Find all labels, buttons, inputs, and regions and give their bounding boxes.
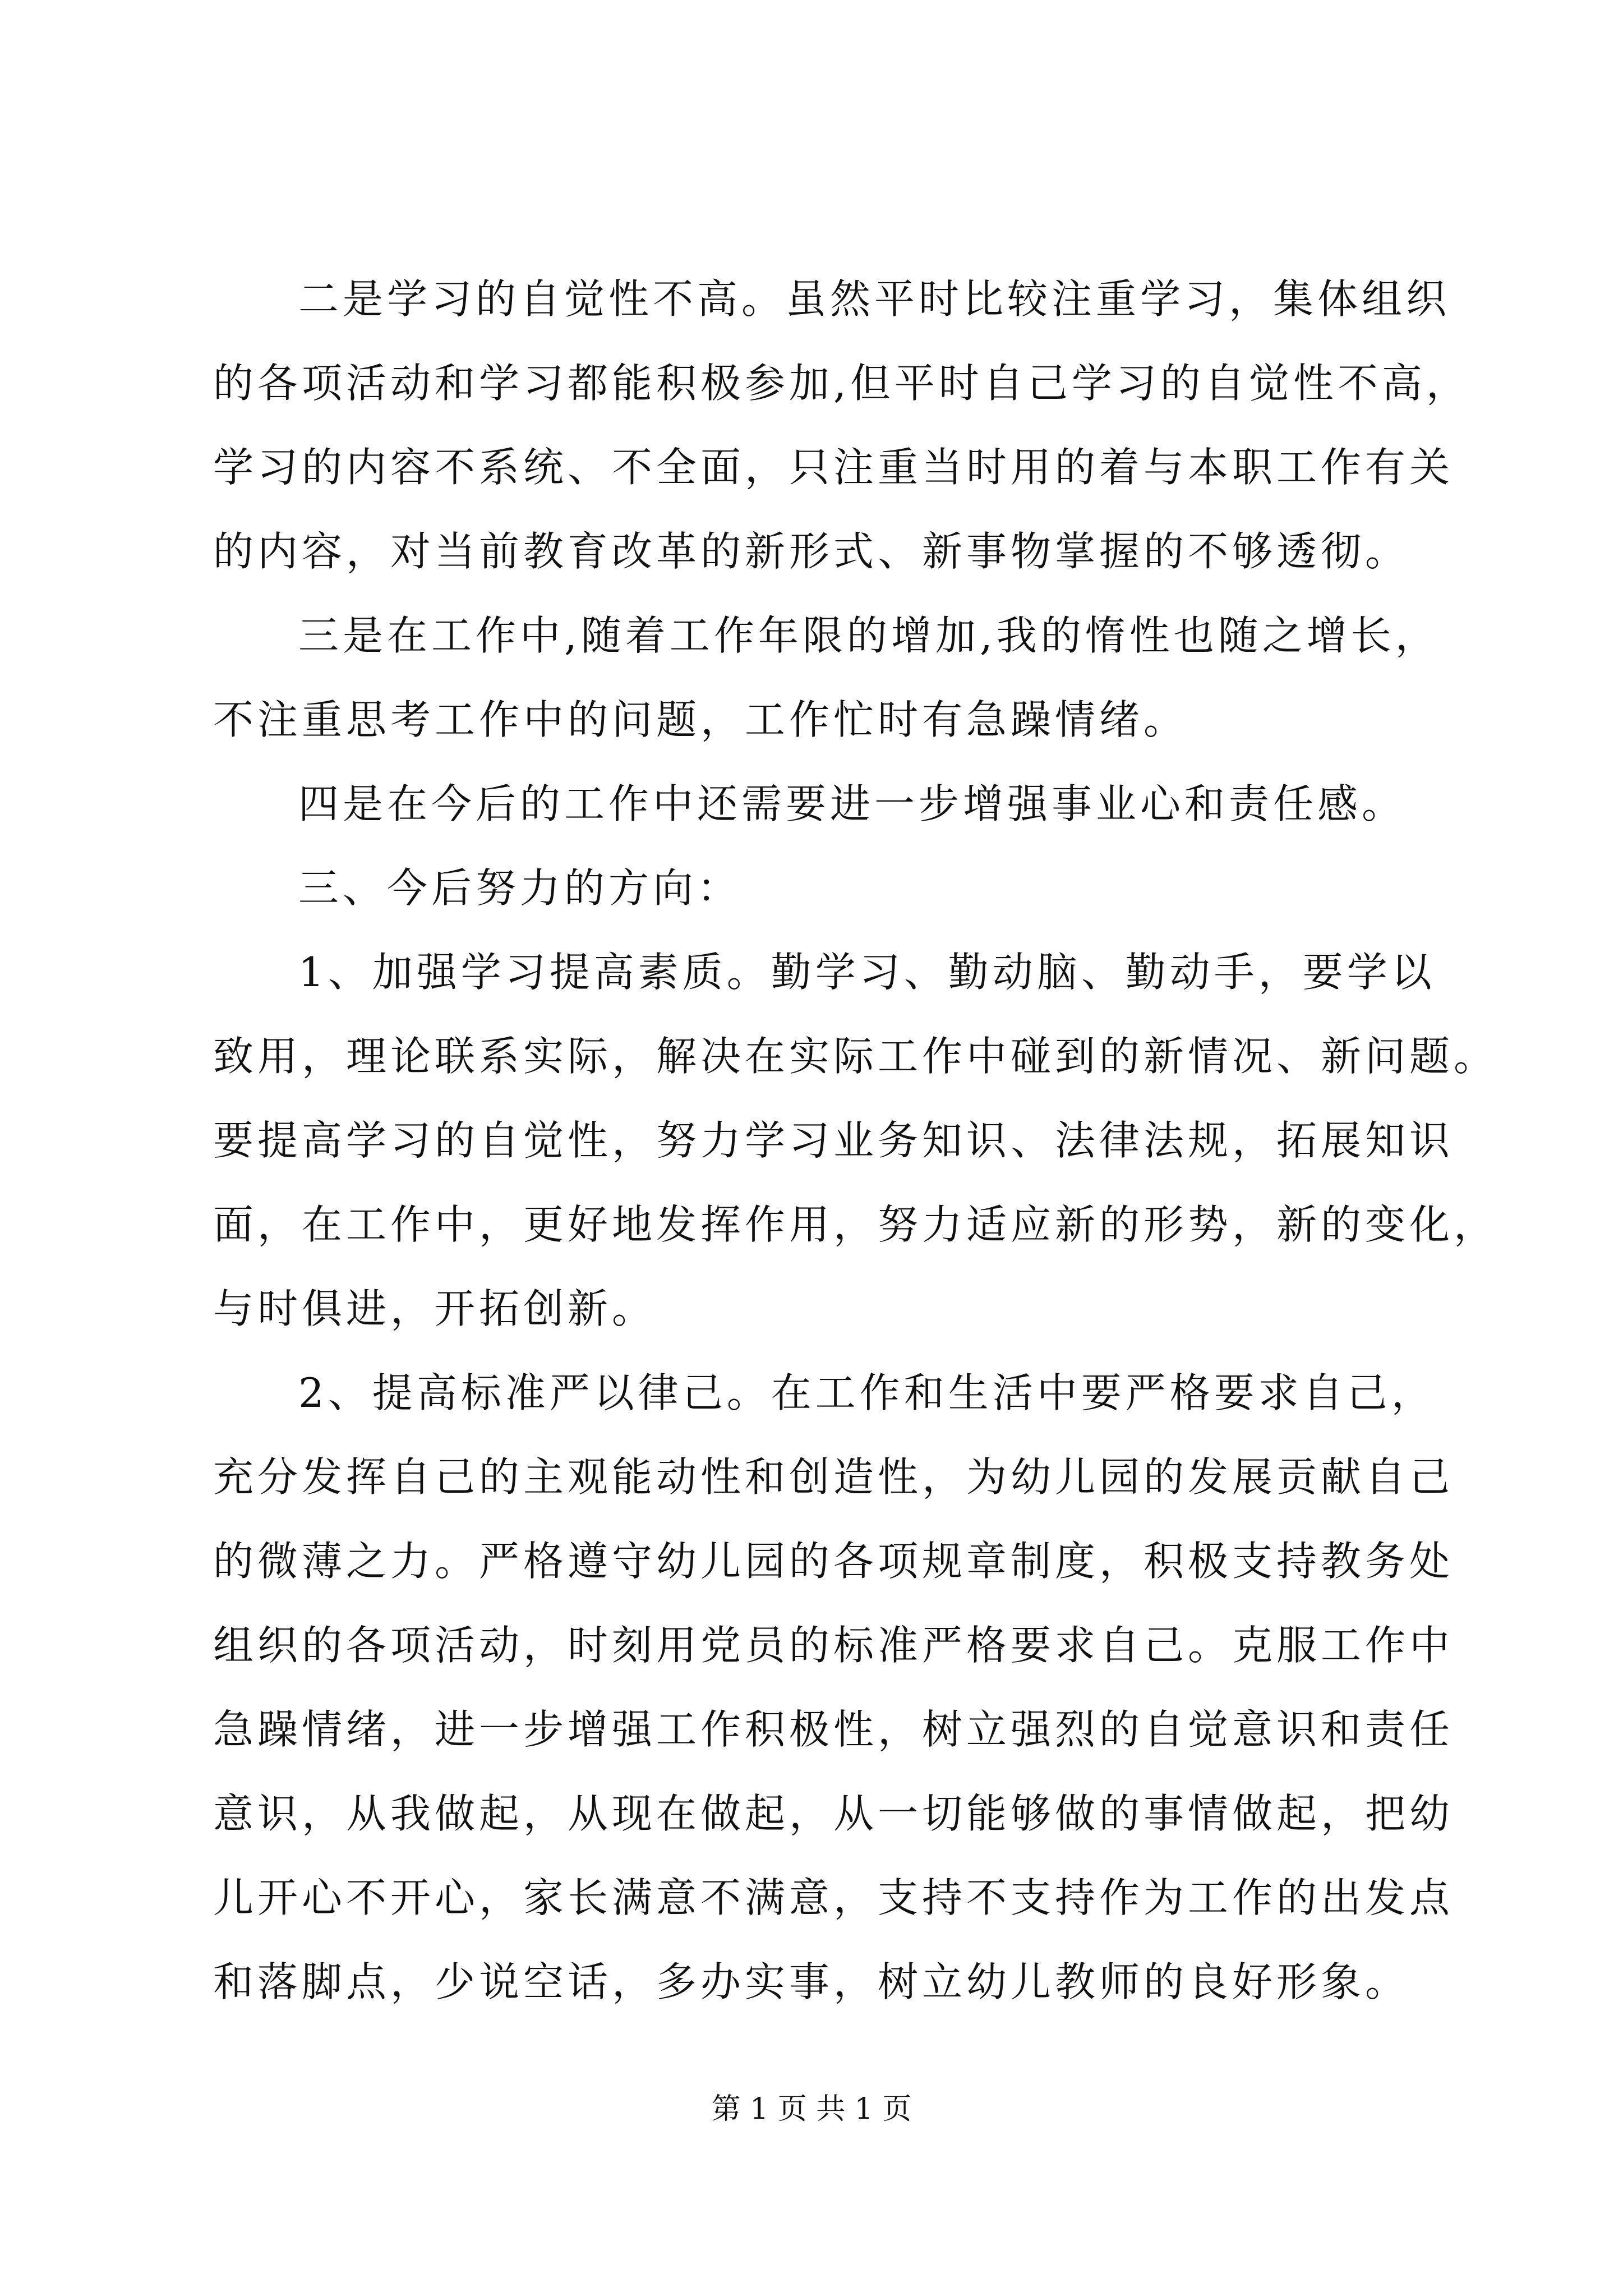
text-line: 学习的内容不系统、不全面，只注重当时用的着与本职工作有关 — [213, 444, 1454, 491]
text-line: 致用，理论联系实际，解决在实际工作中碰到的新情况、新问题。 — [213, 1033, 1498, 1080]
text-line: 的内容，对当前教育改革的新形式、新事物掌握的不够透彻。 — [213, 528, 1410, 575]
text-line: 与时俱进，开拓创新。 — [213, 1285, 657, 1332]
text-line: 四是在今后的工作中还需要进一步增强事业心和责任感。 — [298, 780, 1407, 827]
text-line: 组织的各项活动，时刻用党员的标准严格要求自己。克服工作中 — [213, 1622, 1454, 1669]
text-line: 的微薄之力。严格遵守幼儿园的各项规章制度，积极支持教务处 — [213, 1538, 1454, 1585]
page-footer: 第 1 页 共 1 页 — [711, 2092, 912, 2126]
text-line: 和落脚点，少说空话，多办实事，树立幼儿教师的良好形象。 — [213, 1958, 1410, 2005]
text-line: 急躁情绪，进一步增强工作积极性，树立强烈的自觉意识和责任 — [213, 1706, 1454, 1753]
text-line: 1、加强学习提高素质。勤学习、勤动脑、勤动手，要学以 — [298, 949, 1436, 996]
document-body — [213, 257, 1498, 2024]
text-line: 要提高学习的自觉性，努力学习业务知识、法律法规，拓展知识 — [213, 1117, 1454, 1164]
text-line: 充分发挥自己的主观能动性和创造性，为幼儿园的发展贡献自己 — [213, 1453, 1454, 1501]
text-line: 2、提高标准严以律己。在工作和生活中要严格要求自己， — [298, 1369, 1436, 1416]
text-line: 的各项活动和学习都能积极参加,但平时自己学习的自觉性不高， — [213, 360, 1470, 407]
text-line: 二是学习的自觉性不高。虽然平时比较注重学习，集体组织 — [298, 275, 1451, 323]
text-line: 三是在工作中,随着工作年限的增加,我的惰性也随之增长， — [298, 612, 1440, 659]
section-heading: 三、今后努力的方向： — [298, 864, 742, 912]
text-line: 面，在工作中，更好地发挥作用，努力适应新的形势，新的变化， — [213, 1201, 1498, 1248]
text-line: 儿开心不开心，家长满意不满意，支持不支持作为工作的出发点 — [213, 1874, 1454, 1921]
text-line: 不注重思考工作中的问题，工作忙时有急躁情绪。 — [213, 696, 1188, 743]
text-line: 意识，从我做起，从现在做起，从一切能够做的事情做起，把幼 — [213, 1790, 1454, 1837]
